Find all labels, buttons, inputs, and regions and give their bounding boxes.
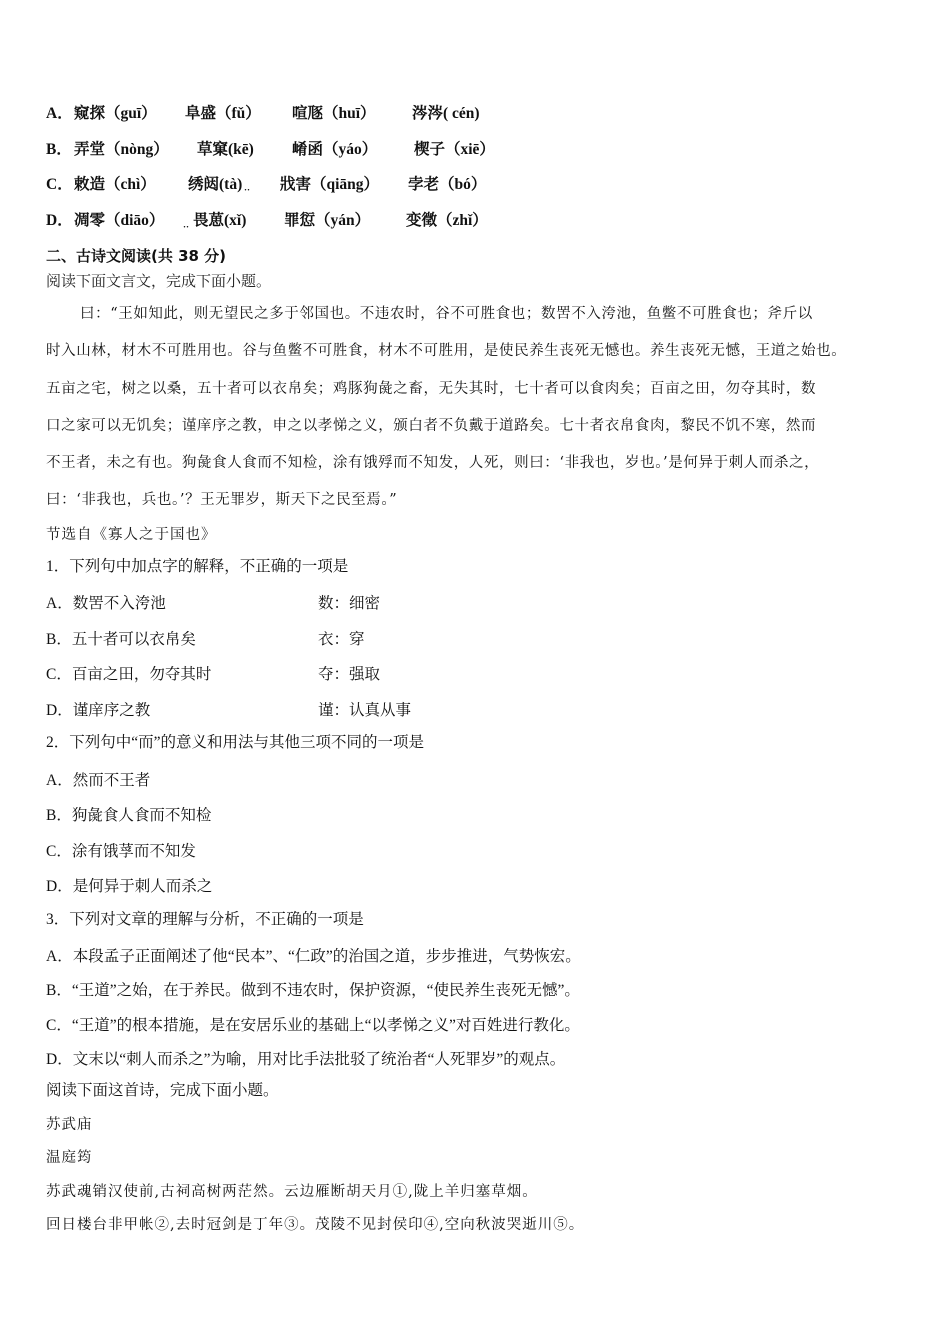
word-item: 畏葸(xǐ) [193, 212, 247, 229]
option-label: C． [46, 176, 73, 193]
word-item: 孛老（bó） [408, 176, 487, 193]
passage-source: 节选自《寡人之于国也》 [46, 527, 217, 543]
passage-line: 曰：‘非我也，兵也。’？王无罪岁，斯天下之民至焉。” [46, 492, 398, 508]
question-2-option-c [46, 839, 196, 861]
poem-author: 温庭筠 [46, 1150, 93, 1166]
word-item: 草窠(kē) [197, 141, 254, 158]
question-3-option-a [46, 944, 581, 966]
option-label: C． [46, 1017, 72, 1034]
question-3-option-b [46, 978, 580, 1000]
option-label: B． [46, 982, 72, 999]
word-item: 崤函（yáo） [292, 141, 378, 158]
question-2-option-a [46, 768, 150, 790]
option-text: 是何异于刺人而杀之 [72, 878, 213, 895]
passage-line: 不王者，未之有也。狗彘食人食而不知检，涂有饿殍而不知发，人死，则曰：‘非我也，岁也。’是何异于刺人而杀之， [46, 455, 820, 471]
section-instruction: 阅读下面文言文，完成下面小题。 [46, 272, 272, 290]
word-item: 凋零（diāo） [74, 212, 165, 229]
option-label: D． [46, 878, 73, 895]
word-item: 弄堂（nòng） [74, 141, 169, 158]
word-item: 楔子（xiē） [414, 141, 495, 158]
question-2-option-b [46, 803, 211, 825]
word-item: 绣闼(tà) [188, 176, 243, 193]
option-text: “王道”之始，在于养民。做到不违农时，保护资源，“使民养生丧死无憾”。 [71, 982, 580, 999]
question-1-option-a [46, 591, 381, 613]
option-label: D． [46, 212, 73, 229]
option-label: A． [46, 105, 73, 122]
option-label: A． [46, 595, 73, 612]
word-item: 窥探（guī） [74, 105, 157, 122]
passage-line: 时入山林，材木不可胜用也。谷与鱼鳖不可胜食，材木不可胜用，是使民养生丧死无憾也。养生丧死无憾，王道之始也。 [46, 343, 847, 359]
option-text: 本段孟子正面阐述了他“民本”、“仁政”的治国之道，步步推进，气势恢宏。 [72, 948, 581, 965]
poem-line: 回日楼台非甲帐②,去时冠剑是丁年③。茂陵不见封侯印④,空向秋波哭逝川⑤。 [46, 1217, 585, 1233]
question-2-option-d [46, 874, 212, 896]
option-text: 狗彘食人食而不知检 [71, 807, 212, 824]
option-text: 文末以“刺人而杀之”为喻，用对比手法批驳了统治者“人死罪岁”的观点。 [72, 1051, 566, 1068]
question-2-stem: 2．下列句中“而”的意义和用法与其他三项不同的一项是 [46, 734, 425, 751]
option-text: 涂有饿莩而不知发 [71, 843, 196, 860]
option-label: B． [46, 807, 72, 824]
poem-instruction: 阅读下面这首诗，完成下面小题。 [46, 1082, 279, 1099]
section-heading: 二、古诗文阅读(共 38 分) [46, 247, 227, 265]
option-label: A． [46, 948, 73, 965]
option-meaning: 数：细密 [318, 595, 381, 612]
poem-line: 苏武魂销汉使前,古祠高树两茫然。云边雁断胡天月①,陇上羊归塞草烟。 [46, 1184, 538, 1200]
question-1-option-b [46, 627, 365, 649]
passage-line: 五亩之宅，树之以桑，五十者可以衣帛矣；鸡豚狗彘之畜，无失其时，七十者可以食肉矣；百亩之田，勿夺其时，数 [46, 381, 817, 397]
word-item: 喧豗（huī） [292, 105, 376, 122]
option-label: A． [46, 772, 73, 789]
option-label: C． [46, 843, 72, 860]
option-text: 百亩之田，勿夺其时 [71, 666, 212, 683]
option-text: 然而不王者 [72, 772, 151, 789]
word-item: 罪愆（yán） [284, 212, 371, 229]
question-1-option-c [46, 662, 381, 684]
option-text: “王道”的根本措施，是在安居乐业的基础上“以孝悌之义”对百姓进行教化。 [71, 1017, 580, 1034]
emphasis-dots: ·· [244, 185, 251, 195]
poem-title: 苏武庙 [46, 1117, 93, 1133]
option-meaning: 衣：穿 [318, 631, 365, 648]
question-3-stem: 3．下列对文章的理解与分析，不正确的一项是 [46, 911, 364, 928]
option-meaning: 谨：认真从事 [318, 702, 412, 719]
option-label: B． [46, 141, 72, 158]
question-1-stem: 1．下列句中加点字的解释，不正确的一项是 [46, 558, 349, 575]
option-label: D． [46, 1051, 73, 1068]
option-text: 五十者可以衣帛矣 [71, 631, 196, 648]
option-meaning: 夺：强取 [318, 666, 381, 683]
word-item: 阜盛（fǔ） [185, 105, 261, 122]
option-text: 谨庠序之教 [72, 702, 151, 719]
question-3-option-d [46, 1047, 565, 1069]
word-item: 敕造（chì） [74, 176, 156, 193]
word-item: 戕害（qiāng） [280, 176, 380, 193]
option-label: C． [46, 666, 72, 683]
word-item: 变徵（zhǐ） [406, 212, 488, 229]
option-label: B． [46, 631, 72, 648]
question-3-option-c [46, 1013, 580, 1035]
option-text: 数罟不入洿池 [72, 595, 166, 612]
emphasis-dots: ·· [183, 222, 190, 232]
question-1-option-d [46, 698, 412, 720]
passage-line: 曰：“王如知此，则无望民之多于邻国也。不违农时，谷不可胜食也；数罟不入洿池，鱼鳖不可胜食也；斧斤以 [80, 306, 813, 322]
passage-line: 口之家可以无饥矣；谨庠序之教，申之以孝悌之义，颁白者不负戴于道路矣。七十者衣帛食肉，黎民不饥不寒，然而 [46, 418, 817, 434]
option-label: D． [46, 702, 73, 719]
word-item: 涔涔( cén) [412, 105, 480, 122]
